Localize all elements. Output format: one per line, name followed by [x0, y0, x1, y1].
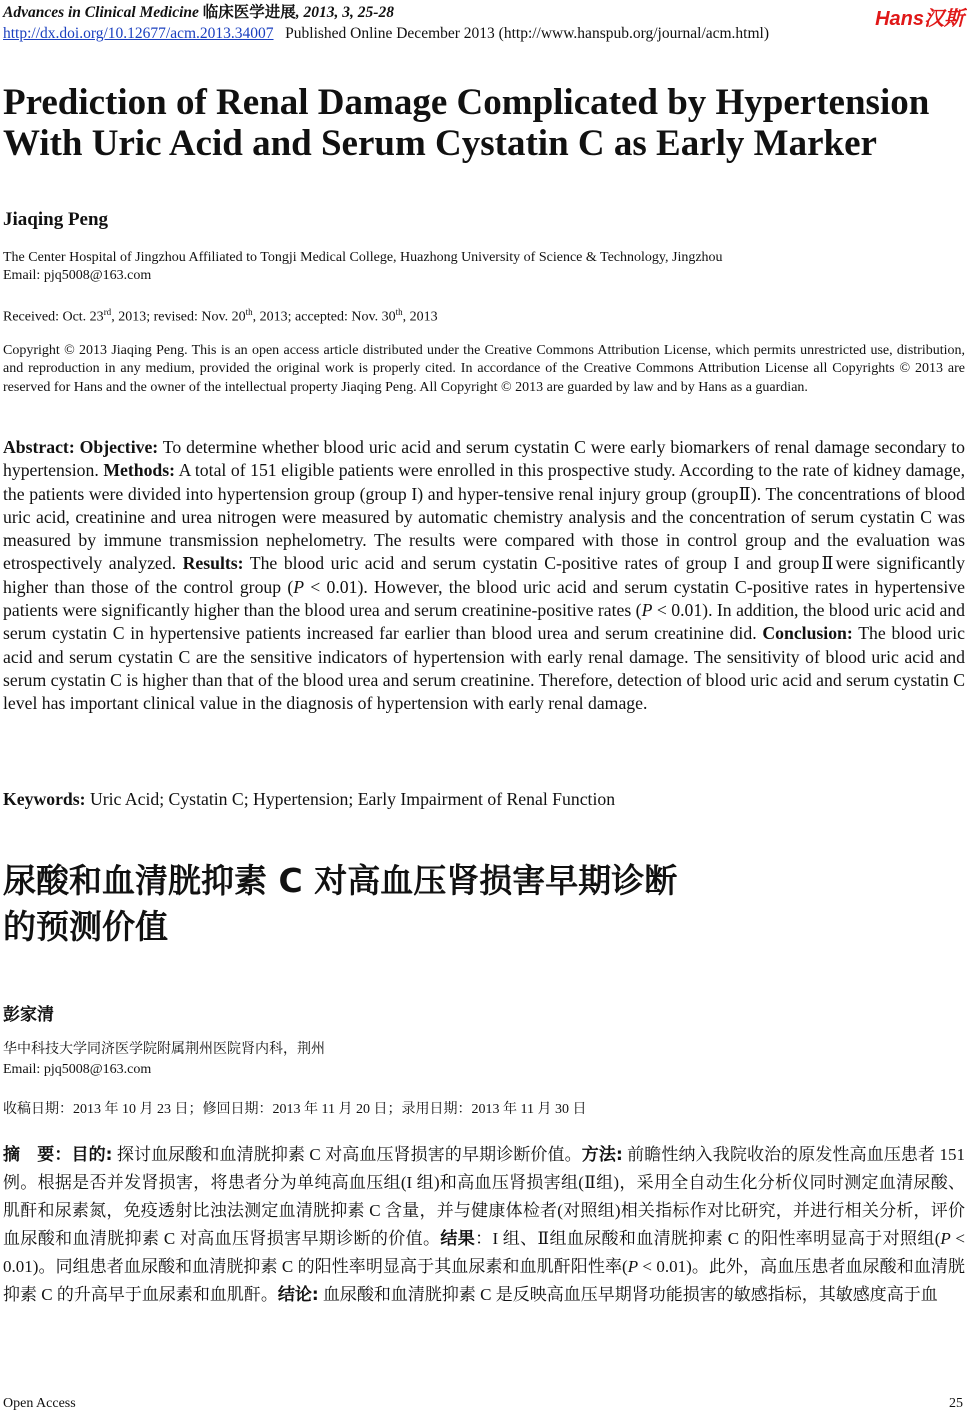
p-symbol: P: [293, 576, 305, 597]
doi-line: [3, 23, 963, 44]
affiliation-cn: 华中科技大学同济医学院附属荆州医院肾内科，荆州: [3, 1042, 325, 1057]
journal-line: [3, 2, 963, 23]
cn-results-text-a: ：I 组、Ⅱ组血尿酸和血清胱抑素 C 的阳性率明显高于对照组(: [475, 1229, 941, 1248]
keywords-en: [3, 789, 615, 810]
cn-results-text-b: < 0.01)。同组患者血尿酸和血清胱抑素 C 的阳性率明显高于其血尿素和血肌酐阳性率(: [3, 1229, 966, 1276]
cn-conclusion-text: 血尿酸和血清胱抑素 C 是反映高血压早期肾功能损害的敏感指标，其敏感度高于血: [318, 1285, 938, 1304]
p-symbol: P: [940, 1229, 951, 1248]
paper-title-cn: [3, 858, 803, 950]
hans-logo: Hans汉斯: [875, 8, 964, 30]
received-sup: rd: [103, 307, 112, 317]
received-date: Received: Oct. 23: [3, 309, 104, 325]
author-name: Jiaqing Peng: [3, 209, 109, 230]
cn-objective-label: 目的:: [71, 1145, 113, 1165]
affiliation-block-cn: [3, 1040, 325, 1080]
published-online: Published Online December 2013 (http://www.hanspub.org/journal/acm.html): [285, 25, 770, 42]
doi-link[interactable]: http://dx.doi.org/10.12677/acm.2013.34007: [3, 25, 274, 42]
revised-sup: th: [245, 307, 253, 317]
results-text-c: < 0.01). In addition, the blood uric acid and serum cystatin C in hypertensive patients increased far earlier than blood urea and serum creatinine did.: [3, 600, 965, 644]
objective-label: Objective:: [79, 437, 159, 457]
cn-title-line-2: 的预测价值: [3, 907, 168, 946]
keywords-label: Keywords:: [3, 789, 86, 809]
copyright-notice: Copyright © 2013 Jiaqing Peng. This is an open access article distributed under the Creative Commons Attribution License, which permits unrestricted use, distribution, and reproduction in any medium, provided the original work is properly cited. In accordance of the Creative Commons Attribution License all Copyrights © 2013 are reserved for Hans and the owner of the intellectual property Jiaqing Peng. All Copyright © 2013 are guarded by law and by Hans as a guardian.: [3, 343, 965, 395]
cn-title-line-1: 尿酸和血清胱抑素 C 对高血压肾损害早期诊断: [3, 861, 678, 900]
abstract-en: [3, 436, 965, 716]
cn-objective-text: 探讨血尿酸和血清胱抑素 C 对高血压肾损害的早期诊断价值。: [112, 1145, 582, 1164]
revised-date: , 2013; revised: Nov. 20: [111, 309, 246, 325]
abstract-cn: [3, 1141, 965, 1309]
results-label: Results:: [182, 553, 244, 574]
conclusion-label: Conclusion:: [762, 623, 853, 644]
author-email-cn: Email: pjq5008@163.com: [3, 1062, 152, 1077]
cn-results-label: 结果: [440, 1229, 476, 1249]
title-line-1: Prediction of Renal Damage Complicated by Hypertension: [3, 82, 930, 123]
accepted-date: , 2013; accepted: Nov. 30: [252, 309, 396, 325]
paper-title: [3, 82, 963, 164]
running-header: [3, 2, 963, 44]
results-text-b: < 0.01). However, the blood uric acid and serum cystatin C-positive rates in hypertensive patients were significantly higher than the blood urea and serum creatinine-positive rates (: [3, 576, 965, 621]
methods-label: Methods:: [103, 460, 176, 481]
title-line-2: With Uric Acid and Serum Cystatin C as Early Marker: [3, 123, 877, 164]
accepted-year: , 2013: [402, 309, 438, 325]
objective-text: To determine whether blood uric acid and serum cystatin C were early biomarkers of renal damage secondary to hypertension.: [3, 437, 965, 481]
accepted-sup: th: [395, 307, 403, 317]
methods-text: A total of 151 eligible patients were enrolled in this prospective study. According to the rate of kidney damage, the patients were divided into hypertension group (group I) and hyper-tensive renal injury group (groupⅡ). The concentrations of blood uric acid, creatinine and urea nitrogen were measured by automatic chemistry analysis and the concentration of serum cystatin C was measured by immune transmission nephelometry. The results were compared with those in control group and the evaluation was etrospectively analyzed.: [3, 460, 965, 574]
open-access-label: Open Access: [3, 1396, 76, 1411]
conclusion-text: The blood uric acid and serum cystatin C are the sensitive indicators of hypertension with early renal damage. The sensitivity of blood uric acid and serum cystatin C is higher than that of the blood urea and serum creatinine. Therefore, detection of blood uric acid and serum cystatin C level has important clinical value in the diagnosis of hypertension with early renal damage.: [3, 623, 965, 714]
p-symbol: P: [641, 600, 653, 621]
p-symbol: P: [627, 1257, 639, 1276]
cn-conclusion-label: 结论:: [277, 1285, 319, 1305]
abstract-label: Abstract:: [3, 437, 80, 457]
page-number: 25: [949, 1396, 963, 1411]
author-name-cn: 彭家清: [3, 1005, 54, 1025]
affiliation-block: [3, 249, 963, 285]
author-email: Email: pjq5008@163.com: [3, 268, 152, 283]
cn-results-text-c: < 0.01)。此外，高血压患者血尿酸和血清胱抑素 C 的升高早于血尿素和血肌酐。: [3, 1257, 965, 1304]
journal-name: Advances in Clinical Medicine: [3, 4, 199, 21]
journal-issue: , 2013, 3, 25-28: [295, 4, 394, 21]
keywords-text: Uric Acid; Cystatin C; Hypertension; Early Impairment of Renal Function: [85, 789, 616, 809]
cn-methods-label: 方法:: [581, 1145, 623, 1165]
article-dates-cn: 收稿日期：2013 年 10 月 23 日；修回日期：2013 年 11 月 20 日；录用日期：2013 年 11 月 30 日: [3, 1102, 587, 1117]
cn-methods-text: 前瞻性纳入我院收治的原发性高血压患者 151 例。根据是否并发肾损害，将患者分为单纯高血压组(I 组)和高血压肾损害组(Ⅱ组)，采用全自动生化分析仪同时测定血清尿酸、肌酐和尿素氮，免疫透射比浊法测定血清胱抑素 C 含量，并与健康体检者(对照组)相关指标作对比研究，并进行相关分析，评价血尿酸和血清胱抑素 C 对高血压肾损害早期诊断的价值。: [3, 1145, 966, 1248]
results-text-a: The blood uric acid and serum cystatin C-positive rates of group I and groupⅡwere significantly higher than those of the control group (: [3, 553, 965, 597]
page-footer: [3, 1396, 963, 1412]
article-dates: [3, 303, 438, 327]
journal-name-cn: 临床医学进展: [202, 4, 296, 21]
cn-abstract-label: 摘 要：: [3, 1145, 72, 1165]
affiliation: The Center Hospital of Jingzhou Affiliated to Tongji Medical College, Huazhong University of Science & Technology, Jingzhou: [3, 250, 723, 265]
